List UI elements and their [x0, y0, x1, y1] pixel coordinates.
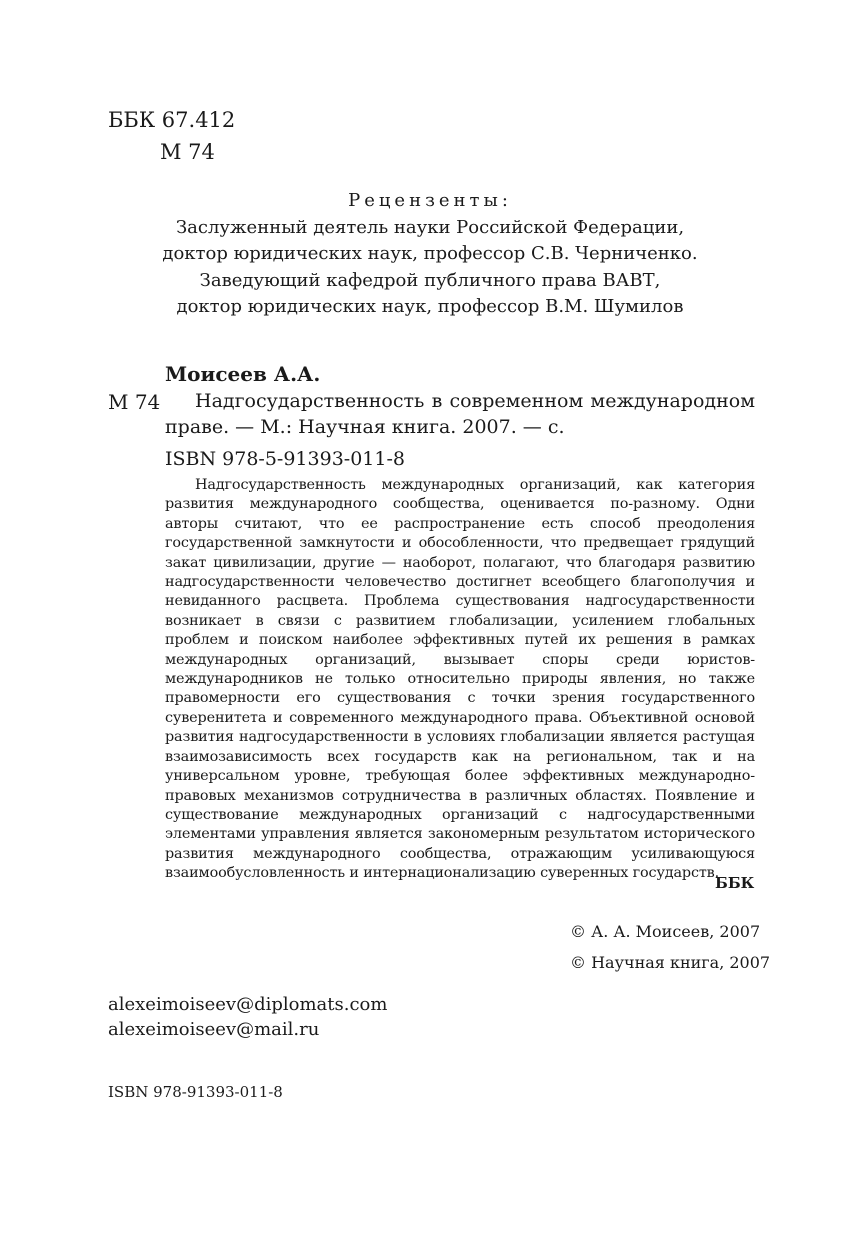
book-description: Надгосударственность в современном международном праве. — М.: Научная книга. 2007. — с. [165, 390, 755, 438]
bbk-label: ББК [715, 874, 755, 892]
footer-isbn: ISBN 978-91393-011-8 [108, 1083, 283, 1101]
reviewers-title: Рецензенты: [348, 190, 512, 211]
reviewer-line: Заслуженный деятель науки Российской Федерации, [175, 216, 685, 238]
bbk-author-mark: М 74 [160, 140, 215, 164]
bbk-code: ББК 67.412 [108, 108, 236, 132]
annotation-text: Надгосударственность международных организаций, как категория развития международного сообщества, оценивается по-разному. Одни авторы считают, что ее распространение есть способ преодоления государственной замкнутости и обособленности, что предвещает грядущий закат цивилизации, другие — наоборот, полагают, что благодаря развитию надгосударственности человечество достигнет всеобщего благополучия и невиданного расцвета. Проблема существования надгосударственности возникает в связи с развитием глобализации, усилением глобальных проблем и поиском наиболее эффективных путей их решения в рамках международных организаций, вызывает споры среди юристов-международников не только относительно природы явления, но также правомерности его существования с точки зрения государственного суверенитета и современного международного права. Объективной основой развития надгосударственности в условиях глобализации является растущая взаимозависимость всех государств как на региональном, так и на универсальном уровне, требующая более эффективных международно-правовых механизмов сотрудничества в различных областях. Появление и существование международных организаций с надгосударственными элементами управления является закономерным результатом исторического развития международного сообщества, отражающим усиливающуюся взаимообусловленность и интернационализацию суверенных государств. [165, 477, 755, 882]
email-link[interactable]: alexeimoiseev@diplomats.com [108, 994, 388, 1015]
book-author-mark: М 74 [108, 390, 161, 414]
copyright-author: © А. А. Моисеев, 2007 [570, 922, 761, 941]
email-link[interactable]: alexeimoiseev@mail.ru [108, 1019, 320, 1040]
book-isbn: ISBN 978-5-91393-011-8 [165, 448, 405, 470]
reviewer-line: Заведующий кафедрой публичного права ВАВТ, [199, 269, 661, 291]
book-author: Моисеев А.А. [165, 362, 321, 386]
reviewers-block [130, 188, 730, 321]
contact-emails [108, 992, 387, 1042]
reviewer-line: доктор юридических наук, профессор В.М. Шумилов [176, 296, 684, 317]
copyright-publisher: © Научная книга, 2007 [570, 953, 771, 972]
reviewer-line: доктор юридических наук, профессор С.В. Черниченко. [162, 243, 698, 264]
